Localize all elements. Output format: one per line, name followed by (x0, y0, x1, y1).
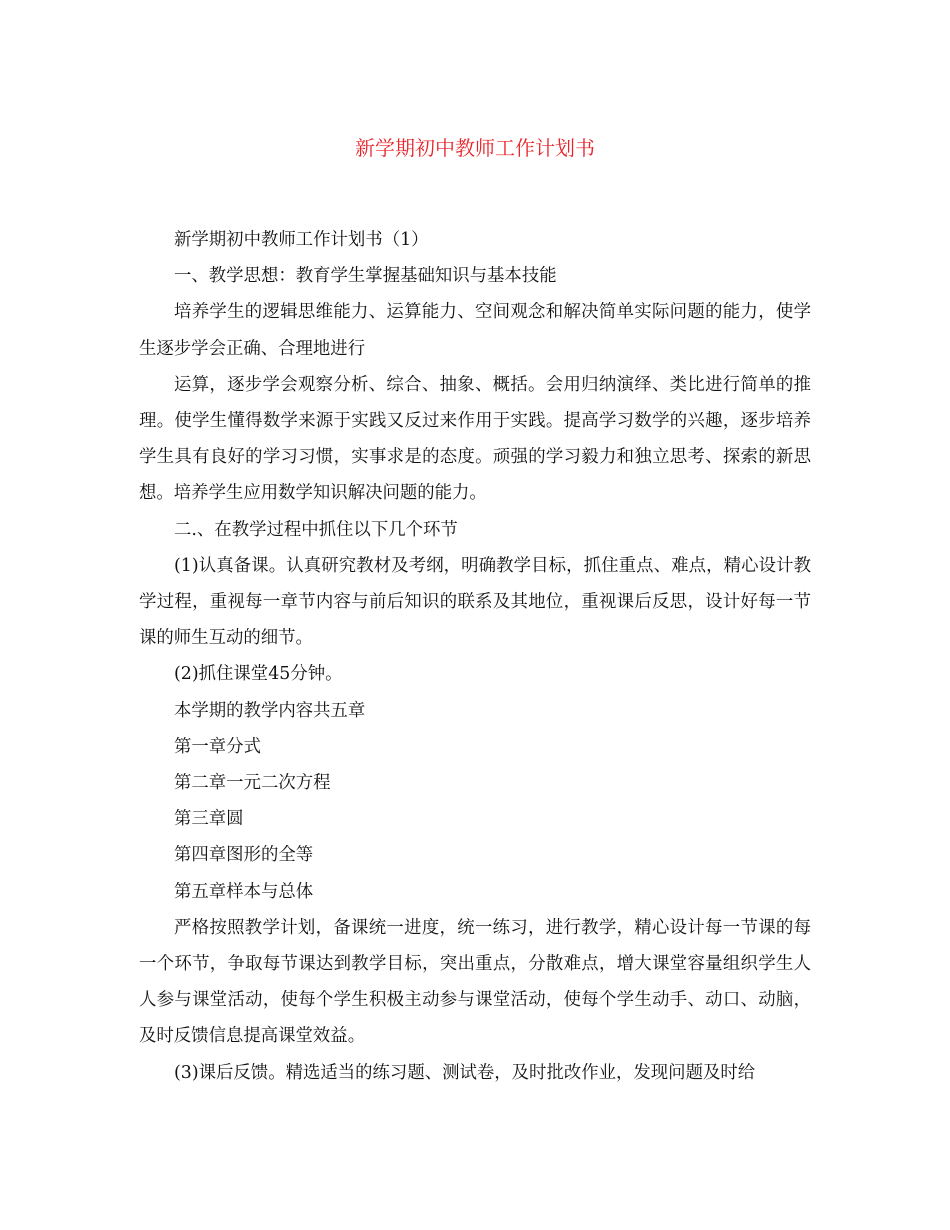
paragraph-after-class-feedback: (3)课后反馈。精选适当的练习题、测试卷，及时批改作业，发现问题及时给 (174, 1062, 756, 1083)
paragraph-reasoning: 运算，逐步学会观察分析、综合、抽象、概括。会用归纳演绎、类比进行简单的推理。使学生懂得数学来源于实践又反过来作用于实践。提高学习数学的兴趣，逐步培养学生具有良好的学习习惯，实事求是的态度。顽强的学习毅力和独立思考、探索的新思想。培养学生应用数学知识解决问题的能力。 (139, 374, 811, 504)
paragraph-classroom-45-minutes: (2)抓住课堂45分钟。 (174, 664, 343, 685)
paragraph-chapter-intro: 本学期的教学内容共五章 (174, 700, 366, 721)
paragraph-chapter-1: 第一章分式 (174, 736, 261, 757)
paragraph-chapter-3: 第三章圆 (174, 809, 244, 830)
paragraph-lesson-preparation: (1)认真备课。认真研究教材及考纲，明确教学目标，抓住重点、难点，精心设计教学过程，重视每一章节内容与前后知识的联系及其地位，重视课后反思，设计好每一节课的师生互动的细节。 (139, 555, 811, 649)
paragraph-chapter-4: 第四章图形的全等 (174, 845, 314, 866)
document-title: 新学期初中教师工作计划书 (355, 136, 595, 160)
paragraph-chapter-2: 第二章一元二次方程 (174, 773, 331, 794)
paragraph-ability-training: 培养学生的逻辑思维能力、运算能力、空间观念和解决简单实际问题的能力，使学生逐步学会正确、合理地进行 (139, 302, 811, 359)
paragraph-plan-heading: 新学期初中教师工作计划书（1） (174, 230, 429, 250)
paragraph-teaching-process-heading: 二.、在教学过程中抓住以下几个环节 (174, 519, 458, 540)
paragraph-chapter-5: 第五章样本与总体 (174, 881, 314, 902)
document-body (139, 222, 811, 1091)
paragraph-teaching-plan: 严格按照教学计划，备课统一进度，统一练习，进行教学，精心设计每一节课的每一个环节，争取每节课达到教学目标，突出重点，分散难点，增大课堂容量组织学生人人参与课堂活动，使每个学生积极主动参与课堂活动，使每个学生动手、动口、动脑，及时反馈信息提高课堂效益。 (139, 917, 811, 1047)
paragraph-teaching-thought: 一、教学思想：教育学生掌握基础知识与基本技能 (174, 266, 557, 287)
